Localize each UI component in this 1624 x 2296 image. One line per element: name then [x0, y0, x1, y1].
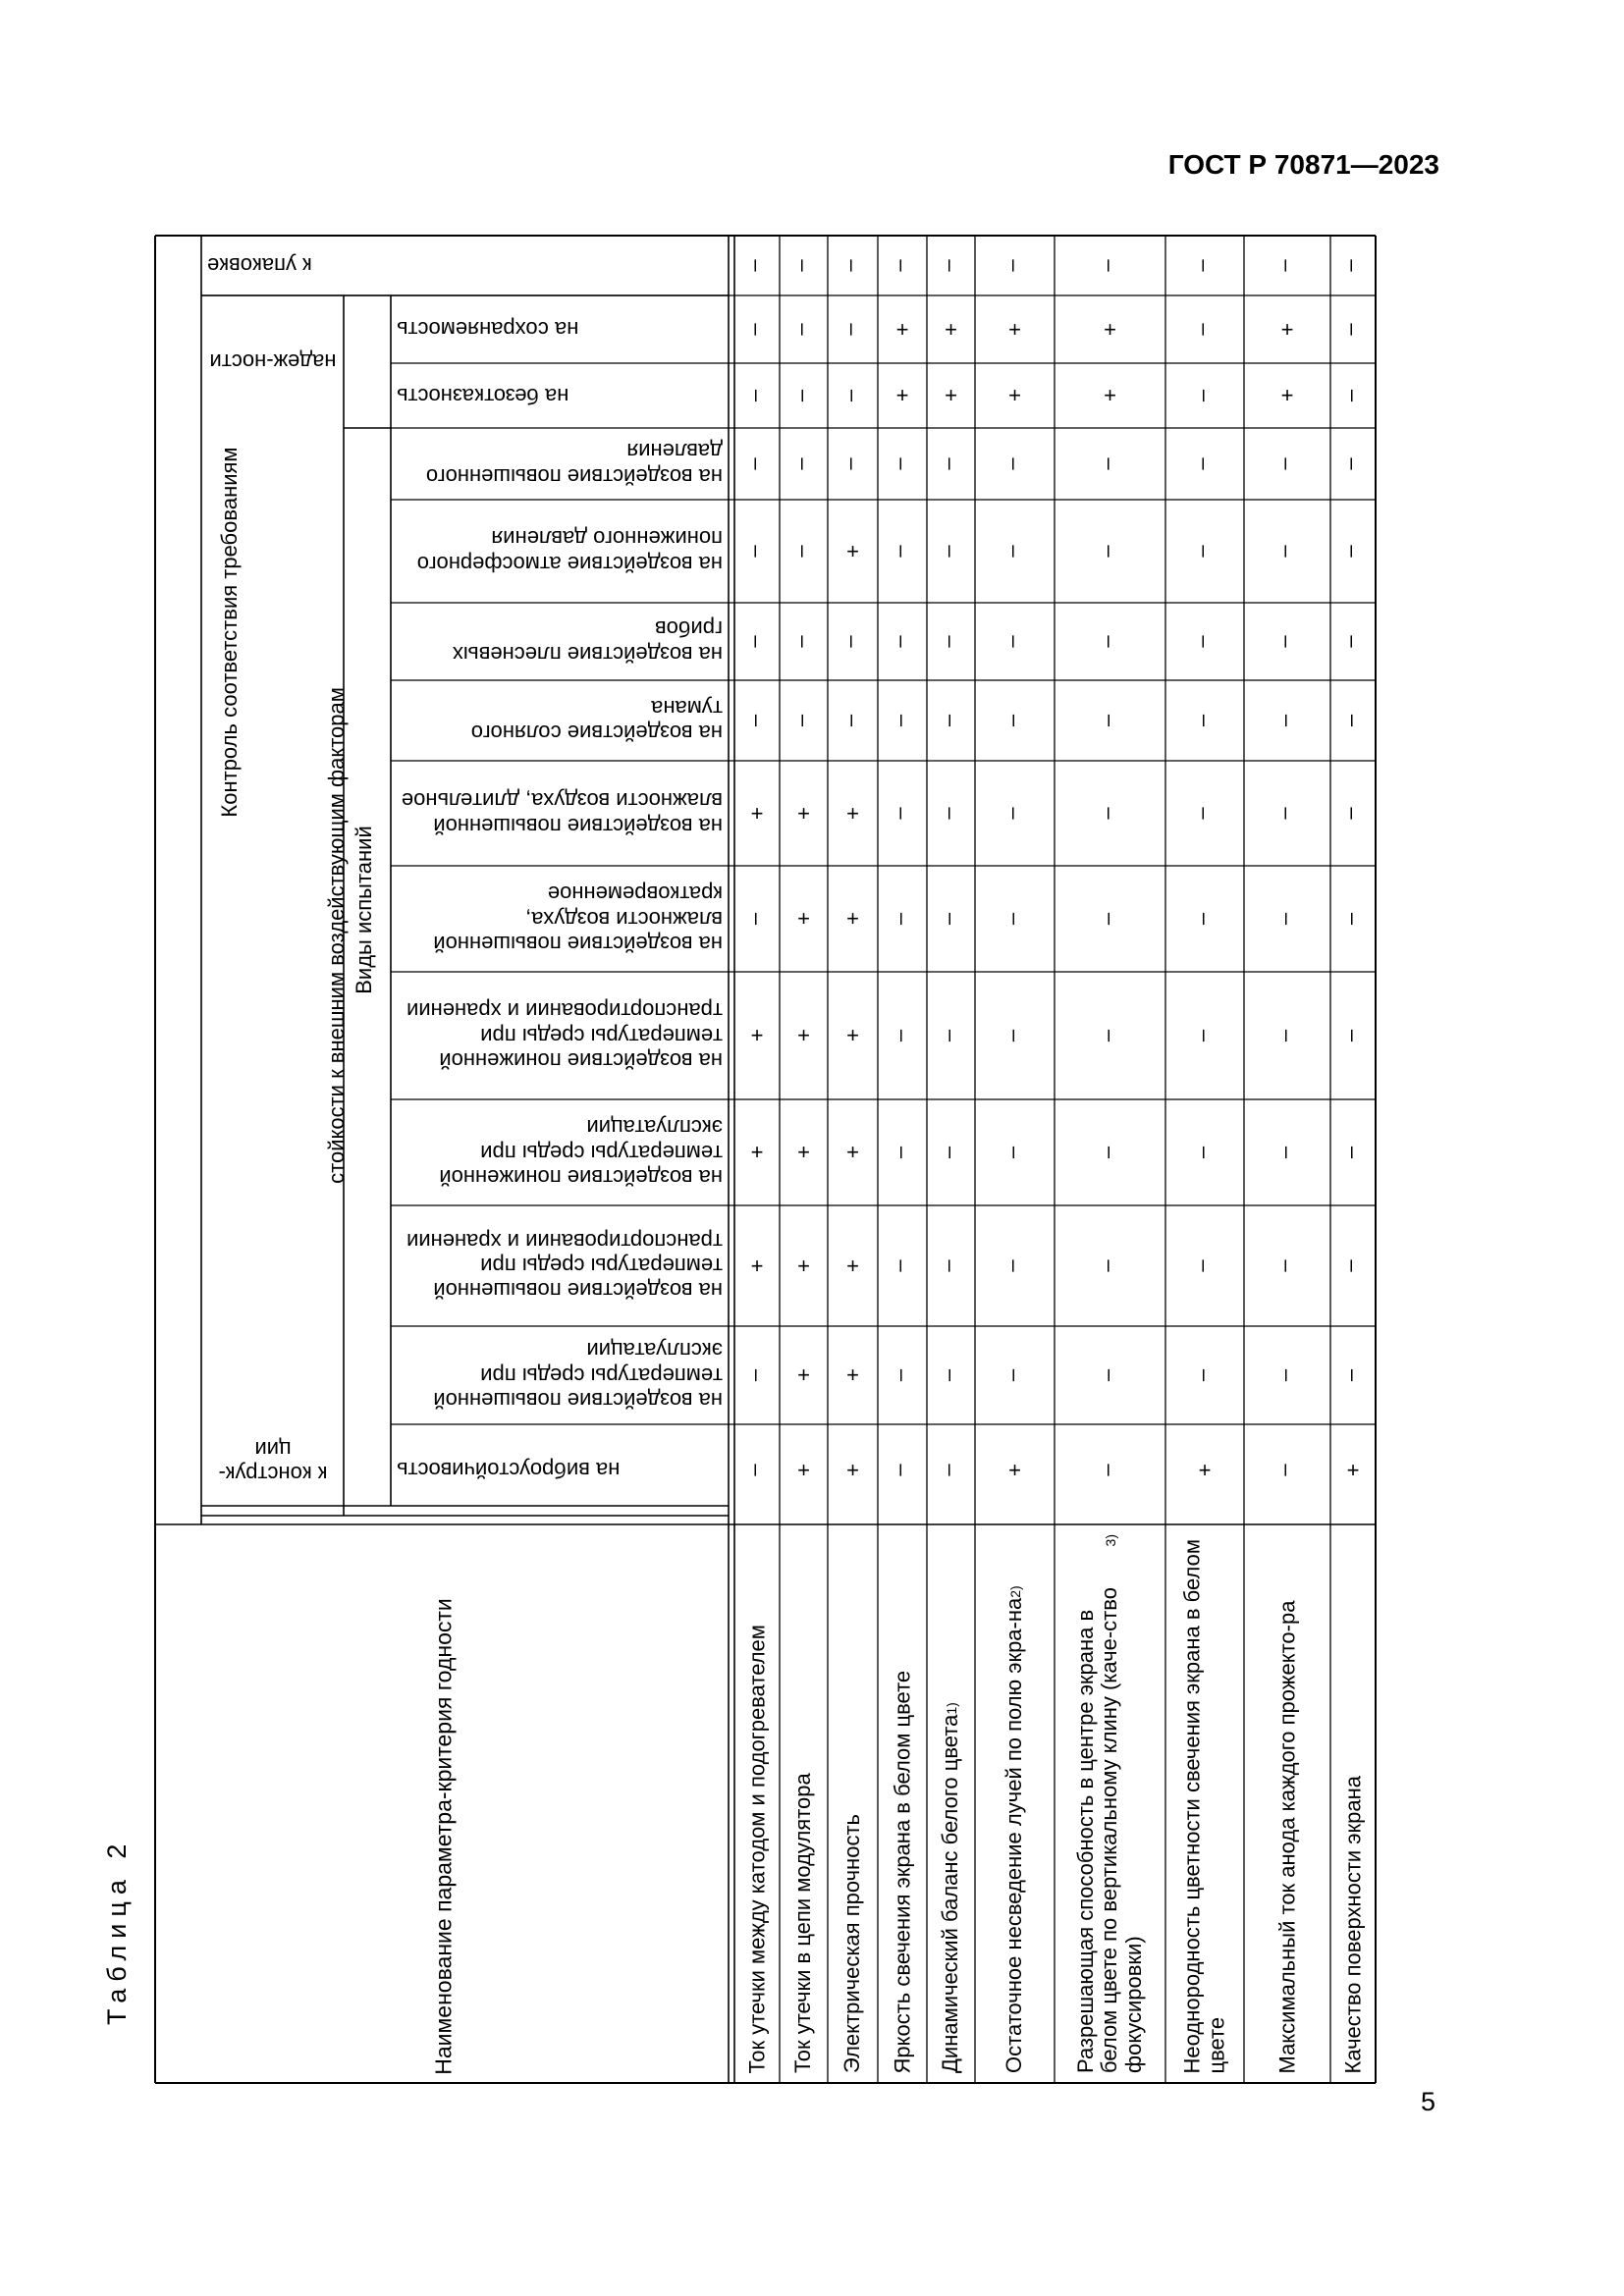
cell-mark: –: [1341, 323, 1366, 336]
cell-mark: –: [939, 912, 964, 926]
cell-mark: –: [840, 457, 866, 470]
cell-mark: –: [745, 389, 770, 402]
row-parameter-name: [881, 1534, 924, 2073]
cell-mark: –: [745, 323, 770, 336]
cell-mark: +: [846, 538, 859, 563]
cell-mark: +: [1008, 383, 1021, 407]
column-header: на воздействие плесневых грибов: [452, 616, 723, 667]
cell-mark: –: [1341, 807, 1366, 820]
cell-mark: +: [1280, 383, 1294, 407]
header-test-types: Виды испытаний: [352, 826, 377, 994]
cell-mark: –: [939, 1259, 964, 1272]
cell-mark: –: [1193, 714, 1218, 727]
cell-mark: –: [939, 1368, 964, 1382]
cell-mark: +: [1104, 383, 1116, 407]
row-parameter-name: [737, 1534, 777, 2073]
cell-mark: –: [1193, 1146, 1218, 1159]
cell-mark: +: [797, 1253, 810, 1278]
cell-mark: –: [1098, 457, 1123, 470]
cell-mark: –: [791, 389, 817, 402]
cell-mark: –: [791, 259, 817, 272]
cell-mark: –: [791, 323, 817, 336]
row-parameter-name: [1168, 1534, 1241, 2073]
cell-mark: –: [1002, 714, 1028, 727]
cell-mark: –: [1098, 1146, 1123, 1159]
cell-mark: –: [1002, 635, 1028, 648]
cell-mark: +: [1104, 316, 1116, 342]
cell-mark: –: [1275, 807, 1300, 820]
cell-mark: –: [891, 545, 915, 558]
table-caption: Таблица 2: [102, 1837, 132, 2025]
row-name-text: Неоднородность цветности свечения экрана в белом цвете: [1179, 1538, 1228, 2073]
cell-mark: –: [1098, 1259, 1123, 1272]
row-name-text: Разрешающая способность в центре экрана в белом цвете по вертикальному клину (каче-ство фокусировки): [1072, 1587, 1146, 2073]
cell-mark: +: [750, 1140, 764, 1164]
row-parameter-name: Разрешающая способность в центре экрана в белом цвете по вертикальному клину (каче-ство фокусировки) 3): [1072, 1534, 1146, 2073]
cell-mark: –: [1193, 323, 1218, 336]
cell-mark: –: [745, 1368, 770, 1382]
cell-mark: –: [891, 714, 915, 727]
cell-mark: –: [1341, 259, 1366, 272]
cell-mark: +: [797, 906, 810, 931]
cell-mark: –: [840, 389, 866, 402]
cell-mark: –: [745, 635, 770, 648]
column-header: на воздействие повышенной влажности воздуха, кратковременное: [433, 881, 723, 956]
cell-mark: –: [1275, 1259, 1300, 1272]
cell-mark: –: [1098, 635, 1123, 648]
cell-mark: –: [1275, 457, 1300, 470]
cell-mark: –: [1341, 389, 1366, 402]
cell-mark: –: [1193, 635, 1218, 648]
cell-mark: –: [891, 259, 915, 272]
cell-mark: +: [846, 800, 859, 826]
cell-mark: –: [1002, 912, 1028, 926]
cell-mark: +: [1008, 1457, 1021, 1482]
column-header: на сохраняемость: [397, 317, 579, 343]
cell-mark: –: [1002, 807, 1028, 820]
column-header: на воздействие повышенной температуры среды при эксплуатации: [433, 1338, 723, 1413]
cell-mark: –: [891, 1464, 915, 1476]
cell-mark: –: [1193, 1368, 1218, 1382]
header-parameter: Наименование параметра-критерия годности: [430, 1598, 457, 2075]
row-parameter-name: [1333, 1534, 1373, 2073]
cell-mark: –: [1341, 714, 1366, 727]
header-group: Контроль соответствия требованиям: [217, 447, 243, 818]
column-header: на виброустойчивость: [397, 1458, 621, 1483]
cell-mark: –: [840, 714, 866, 727]
cell-mark: –: [1193, 545, 1218, 558]
cell-mark: –: [745, 714, 770, 727]
cell-mark: –: [1002, 1368, 1028, 1382]
cell-mark: +: [1346, 1457, 1360, 1482]
cell-mark: –: [1193, 1259, 1218, 1272]
row-name-text: Динамический баланс белого цвета: [938, 1714, 963, 2073]
cell-mark: –: [939, 1464, 964, 1476]
column-header: к упаковке: [207, 253, 312, 279]
row-name-text: Ток утечки между катодом и подогревателем: [743, 1624, 769, 2073]
cell-mark: –: [745, 545, 770, 558]
cell-mark: –: [1002, 1029, 1028, 1042]
page-number: 5: [1420, 2087, 1435, 2116]
column-header: на воздействие пониженной температуры среды при эксплуатации: [439, 1115, 723, 1190]
cell-mark: –: [1275, 259, 1300, 272]
header-resistance: стойкости к внешним воздействующим факторам: [324, 687, 350, 1184]
cell-mark: –: [939, 1029, 964, 1042]
cell-mark: –: [1275, 1368, 1300, 1382]
cell-mark: –: [1275, 1146, 1300, 1159]
cell-mark: –: [939, 259, 964, 272]
cell-mark: –: [891, 1029, 915, 1042]
cell-mark: –: [1193, 457, 1218, 470]
cell-mark: –: [791, 457, 817, 470]
cell-mark: +: [1280, 316, 1294, 342]
row-parameter-name: Остаточное несведение лучей по полю экра-на 2): [1001, 1585, 1027, 2073]
cell-mark: +: [945, 383, 957, 407]
cell-mark: +: [846, 1362, 859, 1387]
cell-mark: +: [1198, 1457, 1212, 1482]
row-name-text: Качество поверхности экрана: [1339, 1775, 1365, 2073]
cell-mark: –: [1341, 1029, 1366, 1042]
cell-mark: –: [1098, 912, 1123, 926]
cell-mark: +: [846, 1253, 859, 1278]
cell-mark: +: [846, 906, 859, 931]
cell-mark: –: [1275, 1029, 1300, 1042]
cell-mark: –: [745, 259, 770, 272]
cell-mark: –: [1002, 259, 1028, 272]
row-name-text: Максимальный ток анода каждого прожекто-ра: [1273, 1600, 1299, 2073]
row-name-text: Электрическая прочность: [839, 1814, 865, 2073]
cell-mark: –: [1193, 389, 1218, 402]
cell-mark: +: [895, 383, 909, 407]
row-parameter-name: [831, 1534, 875, 2073]
cell-mark: –: [1098, 545, 1123, 558]
cell-mark: –: [1275, 635, 1300, 648]
row-name-text: Остаточное несведение лучей по полю экра-на: [1001, 1597, 1027, 2073]
cell-mark: –: [891, 1368, 915, 1382]
column-header: на воздействие атмосферного пониженного давления: [416, 526, 723, 576]
cell-mark: –: [1275, 1464, 1300, 1476]
cell-mark: –: [1275, 545, 1300, 558]
cell-mark: +: [797, 1362, 810, 1387]
cell-mark: +: [750, 800, 764, 826]
cell-mark: –: [1002, 1146, 1028, 1159]
column-header: на воздействие пониженной температуры среды при транспортировании и хранении: [406, 998, 723, 1073]
cell-mark: –: [1341, 1146, 1366, 1159]
cell-mark: –: [891, 1146, 915, 1159]
cell-mark: –: [840, 635, 866, 648]
cell-mark: –: [1098, 1029, 1123, 1042]
column-header: на воздействие повышенной влажности воздуха, длительное: [401, 788, 723, 838]
cell-mark: –: [745, 1464, 770, 1476]
cell-mark: –: [840, 259, 866, 272]
cell-mark: +: [945, 316, 957, 342]
header-reliability: надеж-ности: [209, 348, 337, 374]
cell-mark: –: [1341, 912, 1366, 926]
cell-mark: –: [891, 635, 915, 648]
row-parameter-name: [1247, 1534, 1327, 2073]
cell-mark: –: [939, 635, 964, 648]
cell-mark: –: [1098, 1464, 1123, 1476]
cell-mark: –: [745, 457, 770, 470]
cell-mark: –: [1275, 912, 1300, 926]
cell-mark: –: [1193, 807, 1218, 820]
cell-mark: +: [846, 1140, 859, 1164]
cell-mark: –: [891, 457, 915, 470]
cell-mark: +: [846, 1023, 859, 1047]
cell-mark: –: [939, 1146, 964, 1159]
cell-mark: +: [1008, 316, 1021, 342]
row-parameter-name: [783, 1534, 825, 2073]
cell-mark: –: [791, 545, 817, 558]
cell-mark: –: [1098, 714, 1123, 727]
cell-mark: +: [797, 1023, 810, 1047]
cell-mark: –: [1193, 1029, 1218, 1042]
row-parameter-name: Динамический баланс белого цвета 1): [938, 1702, 963, 2073]
header-construction: к конструк-ции: [218, 1437, 328, 1487]
cell-mark: –: [1098, 1368, 1123, 1382]
cell-mark: –: [1002, 1259, 1028, 1272]
cell-mark: –: [1193, 259, 1218, 272]
cell-mark: –: [891, 1259, 915, 1272]
cell-mark: –: [745, 912, 770, 926]
cell-mark: –: [1341, 1368, 1366, 1382]
cell-mark: +: [797, 1140, 810, 1164]
cell-mark: –: [1098, 807, 1123, 820]
column-header: на воздействие соляного тумана: [470, 696, 723, 746]
column-header: на воздействие повышенной температуры среды при транспортировании и хранении: [406, 1228, 723, 1304]
cell-mark: –: [939, 714, 964, 727]
column-header: на воздействие повышенного давления: [425, 439, 723, 489]
cell-mark: –: [891, 912, 915, 926]
cell-mark: –: [1341, 635, 1366, 648]
cell-mark: –: [891, 807, 915, 820]
cell-mark: –: [1098, 259, 1123, 272]
cell-mark: –: [791, 714, 817, 727]
cell-mark: –: [1341, 457, 1366, 470]
cell-mark: –: [939, 457, 964, 470]
cell-mark: –: [1341, 545, 1366, 558]
cell-mark: –: [840, 323, 866, 336]
cell-mark: –: [1275, 714, 1300, 727]
cell-mark: +: [797, 1457, 810, 1482]
cell-mark: –: [1341, 1259, 1366, 1272]
cell-mark: +: [750, 1253, 764, 1278]
document-number: ГОСТ Р 70871—2023: [1167, 149, 1439, 180]
cell-mark: +: [797, 800, 810, 826]
cell-mark: –: [1002, 545, 1028, 558]
cell-mark: –: [1193, 912, 1218, 926]
cell-mark: –: [939, 807, 964, 820]
cell-mark: +: [895, 316, 909, 342]
row-name-text: Ток утечки в цепи модулятора: [790, 1773, 816, 2073]
row-name-text: Яркость свечения экрана в белом цвете: [889, 1670, 914, 2073]
cell-mark: +: [846, 1457, 859, 1482]
column-header: на безотказность: [397, 383, 569, 408]
cell-mark: –: [791, 635, 817, 648]
cell-mark: +: [750, 1023, 764, 1047]
cell-mark: –: [1002, 457, 1028, 470]
cell-mark: –: [939, 545, 964, 558]
